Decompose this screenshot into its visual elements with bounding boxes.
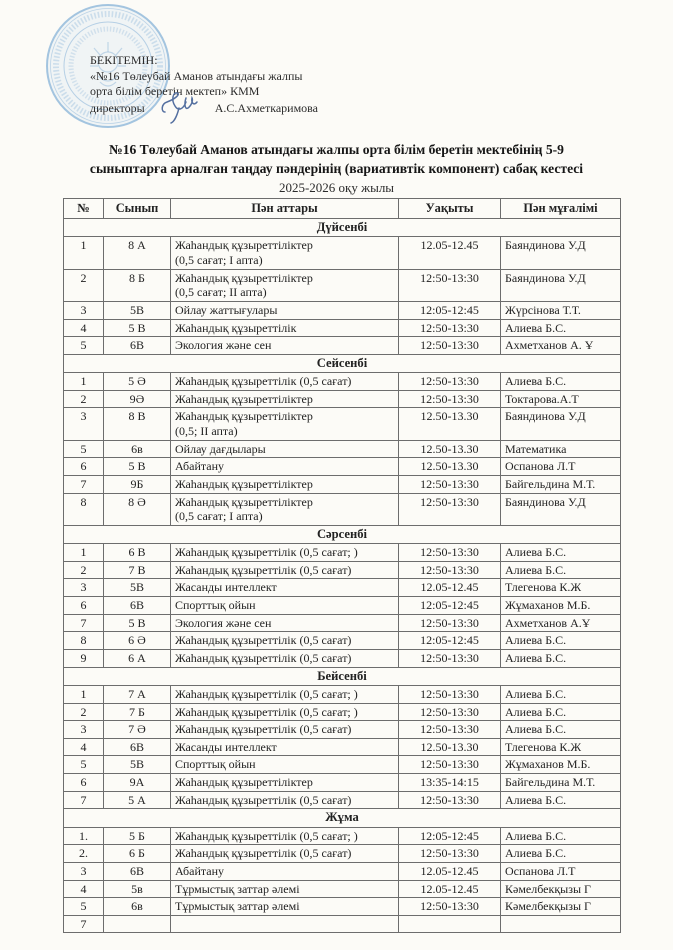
day-section-row [64, 219, 621, 237]
cell-num: 4 [64, 880, 104, 898]
approval-text [90, 53, 318, 116]
cell-teacher: Алиева Б.С. [501, 721, 621, 739]
cell-teacher: Баяндинова У.Д [501, 493, 621, 525]
cell-time: 12:50-13:30 [399, 373, 501, 391]
cell-teacher: Кәмелбекқызы Г [501, 898, 621, 916]
cell-time: 12:50-13:30 [399, 493, 501, 525]
cell-teacher: Оспанова Л.Т [501, 458, 621, 476]
cell-time: 12:50-13:30 [399, 614, 501, 632]
cell-num: 5 [64, 898, 104, 916]
header-subject: Пән аттары [171, 199, 399, 219]
cell-grade: 6В [104, 597, 171, 615]
cell-teacher [501, 915, 621, 933]
header-number: № [64, 199, 104, 219]
cell-subject [171, 915, 399, 933]
cell-teacher: Алиева Б.С. [501, 632, 621, 650]
day-header: Сейсенбі [64, 354, 621, 372]
cell-time: 12:05-12:45 [399, 301, 501, 319]
cell-num: 3 [64, 721, 104, 739]
table-row [64, 544, 621, 562]
cell-grade: 7 В [104, 561, 171, 579]
cell-teacher: Алиева Б.С. [501, 791, 621, 809]
day-section-row [64, 525, 621, 543]
table-row [64, 579, 621, 597]
cell-teacher: Тлегенова К.Ж [501, 738, 621, 756]
cell-subject: Жаһандық құзыреттіліктер (0,5 сағат; II апта) [171, 269, 399, 301]
cell-grade: 9А [104, 774, 171, 792]
cell-teacher: Математика [501, 440, 621, 458]
table-row [64, 614, 621, 632]
cell-time [399, 915, 501, 933]
table-row [64, 301, 621, 319]
cell-subject: Экология және сен [171, 614, 399, 632]
cell-grade: 5 В [104, 319, 171, 337]
cell-time: 12:50-13:30 [399, 337, 501, 355]
cell-subject: Жаһандық құзыреттілік (0,5 сағат) [171, 649, 399, 667]
cell-num: 1 [64, 685, 104, 703]
cell-subject: Жаһандық құзыреттіліктер (0,5 сағат; I апта) [171, 237, 399, 269]
page-title-line1: №16 Төлеубай Аманов атындағы жалпы орта білім беретін мектебінің 5-9 [109, 142, 564, 157]
cell-num: 1 [64, 237, 104, 269]
cell-subject: Абайтану [171, 458, 399, 476]
cell-num: 6 [64, 458, 104, 476]
approval-org-line2: орта білім беретін мектеп» КММ [90, 84, 260, 98]
table-row [64, 373, 621, 391]
cell-subject: Спорттық ойын [171, 597, 399, 615]
table-row [64, 738, 621, 756]
cell-teacher: Ахметханов А.Ұ [501, 614, 621, 632]
table-row [64, 237, 621, 269]
cell-subject: Жаһандық құзыреттіліктер [171, 774, 399, 792]
cell-time: 12:50-13:30 [399, 898, 501, 916]
cell-grade: 8 А [104, 237, 171, 269]
table-row [64, 845, 621, 863]
director-name: А.С.Ахметкаримова [214, 100, 319, 115]
cell-subject: Абайтану [171, 862, 399, 880]
cell-grade: 5в [104, 880, 171, 898]
cell-grade: 6 Ә [104, 632, 171, 650]
cell-subject: Жаһандық құзыреттіліктер (0,5; II апта) [171, 408, 399, 440]
cell-num: 2 [64, 561, 104, 579]
cell-grade: 8 В [104, 408, 171, 440]
cell-subject: Экология және сен [171, 337, 399, 355]
day-section-row [64, 354, 621, 372]
cell-time: 12:50-13:30 [399, 561, 501, 579]
cell-num: 8 [64, 493, 104, 525]
table-row [64, 898, 621, 916]
cell-grade: 9Б [104, 475, 171, 493]
approval-heading: БЕКІТЕМІН: [90, 53, 158, 67]
cell-num: 1 [64, 544, 104, 562]
approval-role: директоры [90, 100, 145, 115]
table-row [64, 915, 621, 933]
day-header: Дүйсенбі [64, 219, 621, 237]
cell-num: 6 [64, 774, 104, 792]
cell-subject: Жаһандық құзыреттілік (0,5 сағат; ) [171, 703, 399, 721]
table-row [64, 440, 621, 458]
cell-time: 12:05-12:45 [399, 632, 501, 650]
cell-num: 2 [64, 703, 104, 721]
cell-time: 12.05-12.45 [399, 862, 501, 880]
header-teacher: Пән мұғалімі [501, 199, 621, 219]
cell-teacher: Кәмелбекқызы Г [501, 880, 621, 898]
cell-time: 12:50-13:30 [399, 390, 501, 408]
cell-num: 3 [64, 301, 104, 319]
cell-time: 12:50-13:30 [399, 544, 501, 562]
table-row [64, 862, 621, 880]
day-section-row [64, 809, 621, 827]
table-row [64, 685, 621, 703]
header-grade: Сынып [104, 199, 171, 219]
cell-teacher: Баяндинова У.Д [501, 237, 621, 269]
cell-subject: Жаһандық құзыреттілік (0,5 сағат) [171, 561, 399, 579]
director-signature [159, 90, 211, 124]
table-row [64, 880, 621, 898]
page-title [36, 141, 637, 178]
table-row [64, 721, 621, 739]
cell-teacher: Алиева Б.С. [501, 319, 621, 337]
cell-num: 7 [64, 915, 104, 933]
day-section-row [64, 667, 621, 685]
timetable-body [64, 219, 621, 933]
table-row [64, 827, 621, 845]
cell-subject: Жаһандық құзыреттілік (0,5 сағат; ) [171, 544, 399, 562]
table-row [64, 319, 621, 337]
cell-grade: 6в [104, 440, 171, 458]
cell-time: 12.50-13.30 [399, 408, 501, 440]
cell-num: 3 [64, 862, 104, 880]
cell-grade: 5В [104, 301, 171, 319]
table-row [64, 791, 621, 809]
cell-num: 9 [64, 649, 104, 667]
cell-teacher: Тлегенова К.Ж [501, 579, 621, 597]
cell-num: 5 [64, 337, 104, 355]
cell-subject: Жаһандық құзыреттіліктер [171, 390, 399, 408]
cell-grade: 5В [104, 756, 171, 774]
cell-grade: 5 В [104, 614, 171, 632]
cell-teacher: Оспанова Л.Т [501, 862, 621, 880]
cell-subject: Тұрмыстық заттар әлемі [171, 880, 399, 898]
cell-time: 12.50-13.30 [399, 458, 501, 476]
cell-num: 7 [64, 475, 104, 493]
day-header: Сәрсенбі [64, 525, 621, 543]
cell-teacher: Баяндинова У.Д [501, 269, 621, 301]
cell-teacher: Ахметханов А. Ұ [501, 337, 621, 355]
cell-teacher: Алиева Б.С. [501, 827, 621, 845]
day-header: Бейсенбі [64, 667, 621, 685]
cell-time: 12:50-13:30 [399, 685, 501, 703]
cell-teacher: Алиева Б.С. [501, 685, 621, 703]
cell-subject: Спорттық ойын [171, 756, 399, 774]
cell-subject: Жаһандық құзыреттіліктер [171, 475, 399, 493]
cell-grade: 9Ә [104, 390, 171, 408]
cell-subject: Жаһандық құзыреттіліктер (0,5 сағат; I апта) [171, 493, 399, 525]
cell-time: 12:50-13:30 [399, 269, 501, 301]
cell-grade: 6в [104, 898, 171, 916]
cell-grade: 5 Ә [104, 373, 171, 391]
cell-teacher: Алиева Б.С. [501, 373, 621, 391]
cell-num: 2 [64, 390, 104, 408]
table-row [64, 269, 621, 301]
cell-subject: Жасанды интеллект [171, 579, 399, 597]
cell-time: 13:35-14:15 [399, 774, 501, 792]
cell-subject: Жаһандық құзыреттілік (0,5 сағат) [171, 632, 399, 650]
cell-subject: Жаһандық құзыреттілік (0,5 сағат) [171, 721, 399, 739]
table-row [64, 597, 621, 615]
cell-time: 12:05-12:45 [399, 597, 501, 615]
cell-grade: 7 Б [104, 703, 171, 721]
cell-num: 2. [64, 845, 104, 863]
cell-grade: 8 Ә [104, 493, 171, 525]
cell-teacher: Баяндинова У.Д [501, 408, 621, 440]
cell-num: 5 [64, 440, 104, 458]
cell-num: 3 [64, 579, 104, 597]
cell-grade: 5 А [104, 791, 171, 809]
cell-num: 1. [64, 827, 104, 845]
cell-subject: Жаһандық құзыреттілік (0,5 сағат) [171, 791, 399, 809]
cell-subject: Жаһандық құзыреттілік (0,5 сағат) [171, 845, 399, 863]
cell-time: 12:50-13:30 [399, 649, 501, 667]
table-row [64, 475, 621, 493]
day-header: Жұма [64, 809, 621, 827]
cell-num: 7 [64, 614, 104, 632]
table-row [64, 337, 621, 355]
cell-grade [104, 915, 171, 933]
cell-grade: 5 Б [104, 827, 171, 845]
cell-teacher: Алиева Б.С. [501, 561, 621, 579]
cell-time: 12.05-12.45 [399, 880, 501, 898]
table-row [64, 458, 621, 476]
cell-grade: 5 В [104, 458, 171, 476]
cell-grade: 6В [104, 738, 171, 756]
cell-subject: Жаһандық құзыреттілік [171, 319, 399, 337]
cell-num: 4 [64, 738, 104, 756]
table-row [64, 632, 621, 650]
cell-teacher: Байгельдина М.Т. [501, 475, 621, 493]
cell-teacher: Алиева Б.С. [501, 845, 621, 863]
table-row [64, 390, 621, 408]
cell-num: 4 [64, 319, 104, 337]
cell-time: 12.05-12.45 [399, 237, 501, 269]
cell-num: 1 [64, 373, 104, 391]
cell-time: 12:50-13:30 [399, 845, 501, 863]
table-row [64, 561, 621, 579]
cell-time: 12.50-13.30 [399, 440, 501, 458]
cell-teacher: Жұмаханов М.Б. [501, 756, 621, 774]
cell-subject: Жаһандық құзыреттілік (0,5 сағат; ) [171, 685, 399, 703]
table-row [64, 774, 621, 792]
table-row [64, 649, 621, 667]
cell-teacher: Алиева Б.С. [501, 649, 621, 667]
cell-grade: 6 В [104, 544, 171, 562]
table-row [64, 703, 621, 721]
cell-num: 5 [64, 756, 104, 774]
cell-grade: 6В [104, 862, 171, 880]
timetable [63, 198, 621, 933]
cell-teacher: Байгельдина М.Т. [501, 774, 621, 792]
cell-teacher: Алиева Б.С. [501, 544, 621, 562]
cell-time: 12:50-13:30 [399, 756, 501, 774]
cell-subject: Тұрмыстық заттар әлемі [171, 898, 399, 916]
cell-teacher: Жұмаханов М.Б. [501, 597, 621, 615]
cell-time: 12:50-13:30 [399, 475, 501, 493]
cell-time: 12.50-13.30 [399, 738, 501, 756]
school-year-subtitle: 2025-2026 оқу жылы [278, 180, 395, 195]
cell-subject: Ойлау дағдылары [171, 440, 399, 458]
header-time: Уақыты [399, 199, 501, 219]
cell-time: 12:50-13:30 [399, 319, 501, 337]
cell-num: 8 [64, 632, 104, 650]
cell-subject: Жаһандық құзыреттілік (0,5 сағат) [171, 373, 399, 391]
table-header-row [64, 199, 621, 219]
cell-subject: Ойлау жаттығулары [171, 301, 399, 319]
page-title-line2: сыныптарға арналған таңдау пәндерінің (вариативтік компонент) сабақ кестесі [89, 160, 584, 176]
cell-subject: Жасанды интеллект [171, 738, 399, 756]
cell-num: 2 [64, 269, 104, 301]
cell-teacher: Токтарова.А.Т [501, 390, 621, 408]
cell-num: 7 [64, 791, 104, 809]
cell-grade: 6В [104, 337, 171, 355]
cell-num: 6 [64, 597, 104, 615]
cell-grade: 5В [104, 579, 171, 597]
cell-subject: Жаһандық құзыреттілік (0,5 сағат; ) [171, 827, 399, 845]
cell-grade: 6 А [104, 649, 171, 667]
cell-time: 12.05-12.45 [399, 579, 501, 597]
cell-teacher: Алиева Б.С. [501, 703, 621, 721]
cell-time: 12:50-13:30 [399, 703, 501, 721]
cell-teacher: Жүрсінова Т.Т. [501, 301, 621, 319]
table-row [64, 493, 621, 525]
cell-grade: 7 Ә [104, 721, 171, 739]
table-row [64, 756, 621, 774]
cell-num: 3 [64, 408, 104, 440]
cell-time: 12:50-13:30 [399, 791, 501, 809]
cell-time: 12:50-13:30 [399, 721, 501, 739]
approval-org-line1: «№16 Төлеубай Аманов атындағы жалпы [90, 68, 303, 83]
cell-grade: 7 А [104, 685, 171, 703]
cell-grade: 8 Б [104, 269, 171, 301]
approval-block [0, 0, 673, 140]
cell-grade: 6 Б [104, 845, 171, 863]
table-row [64, 408, 621, 440]
cell-time: 12:05-12:45 [399, 827, 501, 845]
